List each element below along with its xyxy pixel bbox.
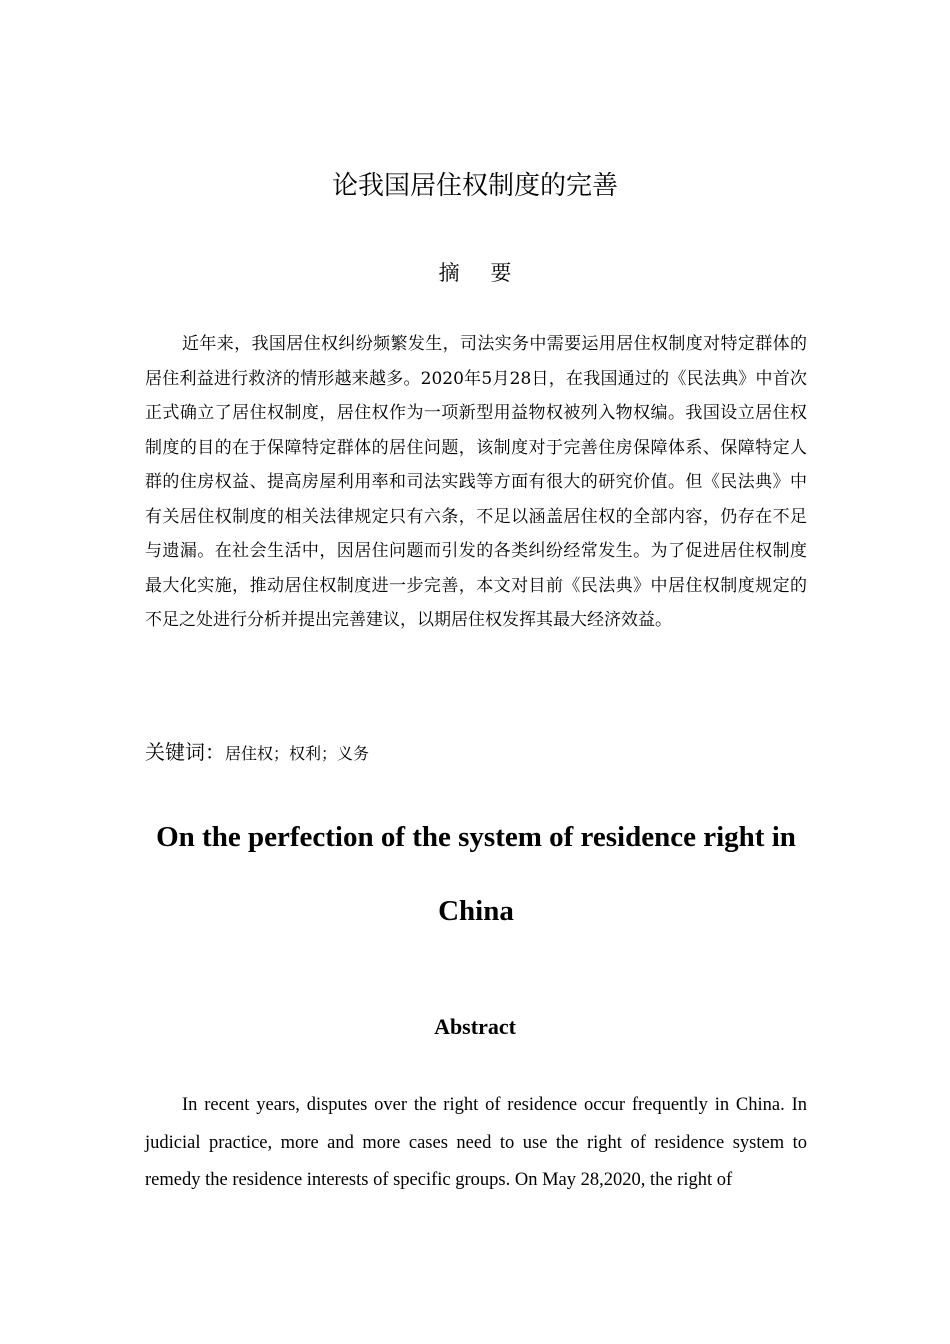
english-title: On the perfection of the system of residence right in China bbox=[156, 821, 796, 927]
chinese-abstract-heading: 摘 要 bbox=[438, 261, 524, 285]
keywords-values: 居住权；权利；义务 bbox=[225, 744, 370, 763]
english-abstract-heading: Abstract bbox=[434, 1014, 516, 1039]
chinese-keywords bbox=[145, 736, 807, 771]
chinese-title: 论我国居住权制度的完善 bbox=[331, 171, 618, 201]
english-abstract-body: In recent years, disputes over the right of residence occur frequently in China. In judicial practice, more and more cases need to use the right of residence system to remedy the residence interests of specific groups. On May 28,2020, the right of bbox=[145, 1095, 807, 1190]
keywords-label: 关键词： bbox=[145, 740, 225, 764]
chinese-abstract-body: 近年来，我国居住权纠纷频繁发生，司法实务中需要运用居住权制度对特定群体的居住利益进行救济的情形越来越多。2020年5月28日，在我国通过的《民法典》中首次正式确立了居住权制度，居住权作为一项新型用益物权被列入物权编。我国设立居住权制度的目的在于保障特定群体的居住问题，该制度对于完善住房保障体系、保障特定人群的住房权益、提高房屋利用率和司法实践等方面有很大的研究价值。但《民法典》中有关居住权制度的相关法律规定只有六条，不足以涵盖居住权的全部内容，仍存在不足与遗漏。在社会生活中，因居住问题而引发的各类纠纷经常发生。为了促进居住权制度最大化实施，推动居住权制度进一步完善，本文对目前《民法典》中居住权制度规定的不足之处进行分析并提出完善建议，以期居住权发挥其最大经济效益。 bbox=[145, 334, 807, 630]
